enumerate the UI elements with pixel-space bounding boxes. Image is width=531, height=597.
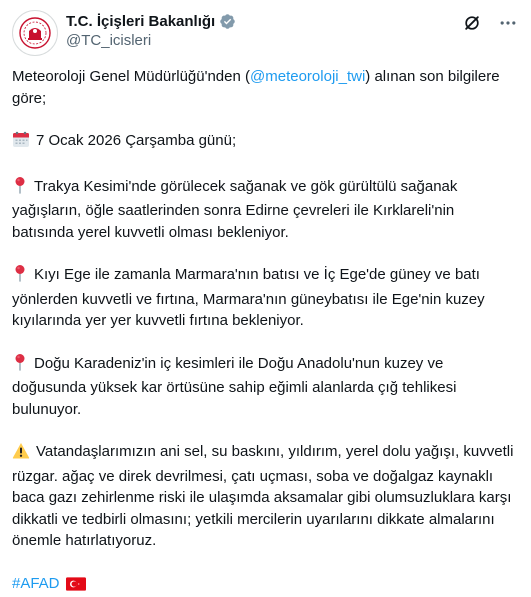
warning-paragraph [12, 441, 519, 552]
hashtag-line [12, 573, 519, 597]
hashtag-link[interactable]: #AFAD [12, 575, 60, 592]
verified-badge-icon [219, 13, 236, 30]
date-line: 7 Ocak 2026 Çarşamba günü; [36, 132, 236, 149]
tweet-header [12, 10, 519, 58]
forecast-item-1 [12, 176, 519, 244]
turkey-flag-icon [66, 576, 86, 597]
forecast-item-1-text: Trakya Kesimi'nde görülecek sağanak ve gök gürültülü sağanak yağışların, öğle saatlerinden sonra Edirne çevreleri ile Kırklareli'nin batısında yerel kuvvetli olması bekleniyor. [12, 178, 457, 241]
intro-paragraph [12, 66, 519, 109]
tweet-body [12, 66, 519, 597]
header-actions [461, 10, 519, 34]
warning-icon [12, 442, 30, 466]
account-names [66, 10, 236, 49]
mention-link[interactable]: @meteoroloji_twi [250, 68, 365, 85]
display-name[interactable]: T.C. İçişleri Bakanlığı [66, 13, 215, 30]
forecast-item-2 [12, 264, 519, 332]
forecast-item-3 [12, 353, 519, 421]
date-paragraph [12, 130, 519, 155]
handle[interactable]: @TC_icisleri [66, 32, 236, 49]
forecast-item-2-text: Kıyı Ege ile zamanla Marmara'nın batısı ve İç Ege'de güney ve batı yönlerden kuvvetli ve fırtına, Marmara'nın güneybatısı ile Ege'nin kuzey kıyılarında yer yer kuvvetli fırtına bekleniyor. [12, 266, 485, 329]
intro-text-before: Meteoroloji Genel Müdürlüğü'nden ( [12, 68, 250, 85]
forecast-item-3-text: Doğu Karadeniz'in iç kesimleri ile Doğu Anadolu'nun kuzey ve doğusunda yüksek kar örtüsüne sahip eğimli alanlarda çığ tehlikesi bulunuyor. [12, 355, 456, 418]
avatar[interactable] [12, 10, 58, 56]
round-pushpin-icon [12, 353, 28, 378]
round-pushpin-icon [12, 176, 28, 201]
intro-text-after: ) alınan son bilgilere göre; [12, 68, 500, 107]
grok-icon[interactable] [461, 12, 483, 34]
more-icon[interactable] [497, 12, 519, 34]
round-pushpin-icon [12, 264, 28, 289]
calendar-icon [12, 130, 30, 155]
ministry-emblem-icon [18, 16, 52, 50]
warning-text: Vatandaşlarımızın ani sel, su baskını, yıldırım, yerel dolu yağışı, kuvvetli rüzgar. ağaç ve direk devrilmesi, çatı uçması, soba ve doğalgaz kaynaklı baca gazı zehirlenme riski ile ulaşımda aksamalar gibi olumsuzluklara karşı dikkatli ve tedbirli olmasını; yetkili mercilerin uyarılarını dikkate almalarını önemle hatırlatıyoruz. [12, 443, 513, 549]
